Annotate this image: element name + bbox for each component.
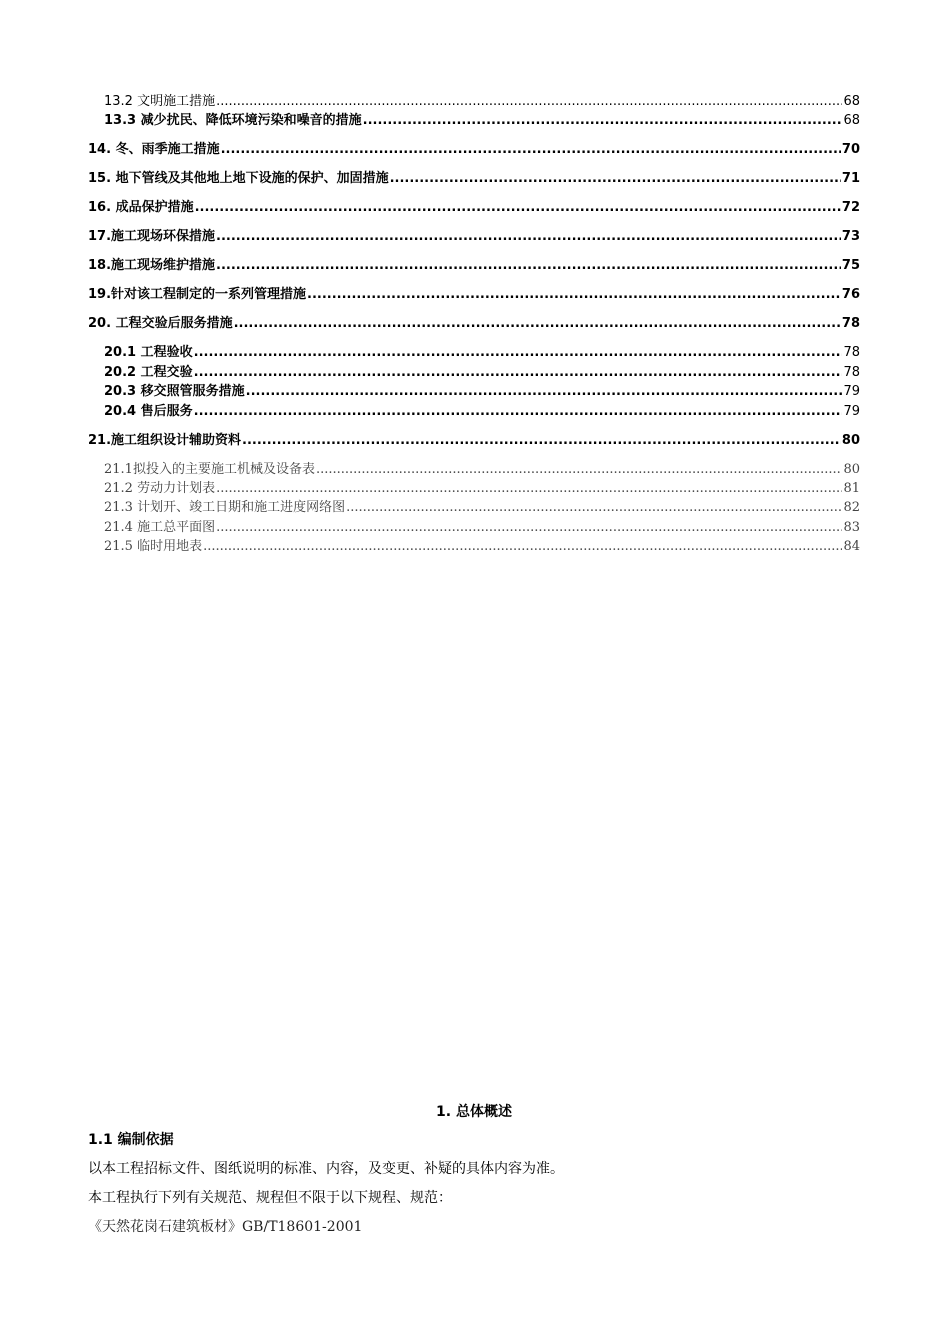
toc-entry-title: 13.3 减少扰民、降低环境污染和噪音的措施 [104, 113, 362, 129]
toc-page-number: 84 [843, 539, 860, 555]
toc-leader-dots [216, 227, 841, 246]
toc-entry-21-4[interactable] [88, 518, 860, 537]
toc-page-number: 71 [841, 171, 860, 187]
overview-section [88, 1098, 860, 1242]
toc-entry-20-4[interactable] [88, 402, 860, 421]
toc-entry-title: 13.2 文明施工措施 [104, 94, 216, 109]
toc-entry-title: 20.2 工程交验 [104, 364, 193, 380]
toc-page-number: 72 [841, 200, 860, 216]
subsection-heading: 1.1 编制依据 [88, 1132, 174, 1148]
toc-leader-dots [195, 198, 841, 217]
toc-spacer [88, 334, 860, 344]
toc-page-number: 75 [841, 258, 860, 274]
toc-entry-title: 15. 地下管线及其他地上地下设施的保护、加固措施 [88, 171, 389, 187]
toc-leader-dots [307, 285, 841, 304]
toc-entry-title: 19.针对该工程制定的一系列管理措施 [88, 287, 307, 303]
toc-entry-19[interactable] [88, 285, 860, 304]
toc-page-number: 80 [841, 432, 860, 448]
toc-leader-dots [194, 363, 843, 382]
toc-entry-title: 21.2 劳动力计划表 [104, 481, 216, 497]
toc-entry-title: 20.4 售后服务 [104, 403, 193, 419]
toc-page-number: 80 [843, 461, 860, 477]
toc-page-number: 83 [843, 519, 860, 535]
toc-page-number: 79 [843, 384, 860, 400]
toc-leader-dots [216, 92, 842, 111]
toc-entry-21-1[interactable] [88, 460, 860, 479]
standard-reference: 《天然花岗石建筑板材》GB/T18601-2001 [88, 1219, 363, 1235]
toc-entry-21-5[interactable] [88, 537, 860, 556]
toc-entry-20[interactable] [88, 314, 860, 333]
toc-page-number: 76 [841, 287, 860, 303]
toc-entry-21-2[interactable] [88, 479, 860, 498]
toc-entry-title: 14. 冬、雨季施工措施 [88, 142, 220, 158]
toc-leader-dots [363, 111, 843, 130]
toc-page-number: 81 [843, 481, 860, 497]
toc-leader-dots [194, 343, 843, 362]
toc-entry-13-3[interactable] [88, 111, 860, 130]
toc-entry-title: 20. 工程交验后服务措施 [88, 316, 233, 332]
toc-entry-15[interactable] [88, 169, 860, 188]
toc-leader-dots [246, 382, 843, 401]
toc-page-number: 78 [843, 364, 860, 380]
toc-entry-13-2[interactable] [88, 92, 860, 111]
toc-page-number: 68 [843, 113, 860, 129]
toc-entry-title: 21.3 计划开、竣工日期和施工进度网络图 [104, 500, 346, 516]
toc-leader-dots [390, 169, 841, 188]
toc-entry-title: 18.施工现场维护措施 [88, 258, 216, 274]
toc-leader-dots [216, 256, 841, 275]
section-heading: 1. 总体概述 [436, 1104, 512, 1120]
table-of-contents [88, 92, 860, 557]
toc-page-number: 79 [843, 403, 860, 419]
toc-entry-21[interactable] [88, 431, 860, 450]
toc-entry-title: 21.5 临时用地表 [104, 539, 203, 555]
toc-leader-dots [234, 314, 841, 333]
toc-page-number: 82 [843, 500, 860, 516]
toc-leader-dots [216, 518, 842, 537]
toc-entry-title: 20.1 工程验收 [104, 345, 193, 361]
toc-leader-dots [203, 537, 842, 556]
toc-entry-20-1[interactable] [88, 343, 860, 362]
toc-leader-dots [216, 479, 842, 498]
toc-leader-dots [242, 431, 841, 450]
toc-leader-dots [346, 498, 842, 517]
toc-entry-title: 21.4 施工总平面图 [104, 519, 216, 535]
toc-entry-20-2[interactable] [88, 363, 860, 382]
toc-page-number: 78 [841, 316, 860, 332]
toc-leader-dots [316, 460, 842, 479]
body-paragraph: 以本工程招标文件、图纸说明的标准、内容，及变更、补疑的具体内容为准。 [88, 1161, 564, 1177]
toc-leader-dots [194, 402, 843, 421]
toc-page-number: 68 [843, 94, 860, 109]
toc-entry-title: 21.1拟投入的主要施工机械及设备表 [104, 461, 315, 477]
toc-entry-16[interactable] [88, 198, 860, 217]
toc-entry-18[interactable] [88, 256, 860, 275]
toc-entry-20-3[interactable] [88, 382, 860, 401]
toc-spacer [88, 450, 860, 460]
toc-entry-title: 20.3 移交照管服务措施 [104, 384, 245, 400]
toc-entry-title: 17.施工现场环保措施 [88, 229, 216, 245]
toc-page-number: 70 [841, 142, 860, 158]
toc-entry-title: 16. 成品保护措施 [88, 200, 194, 216]
toc-entry-14[interactable] [88, 140, 860, 159]
toc-entry-21-3[interactable] [88, 498, 860, 517]
toc-page-number: 73 [841, 229, 860, 245]
toc-page-number: 78 [843, 345, 860, 361]
toc-leader-dots [221, 140, 841, 159]
toc-entry-17[interactable] [88, 227, 860, 246]
toc-entry-title: 21.施工组织设计辅助资料 [88, 432, 242, 448]
body-paragraph: 本工程执行下列有关规范、规程但不限于以下规程、规范： [88, 1190, 452, 1206]
